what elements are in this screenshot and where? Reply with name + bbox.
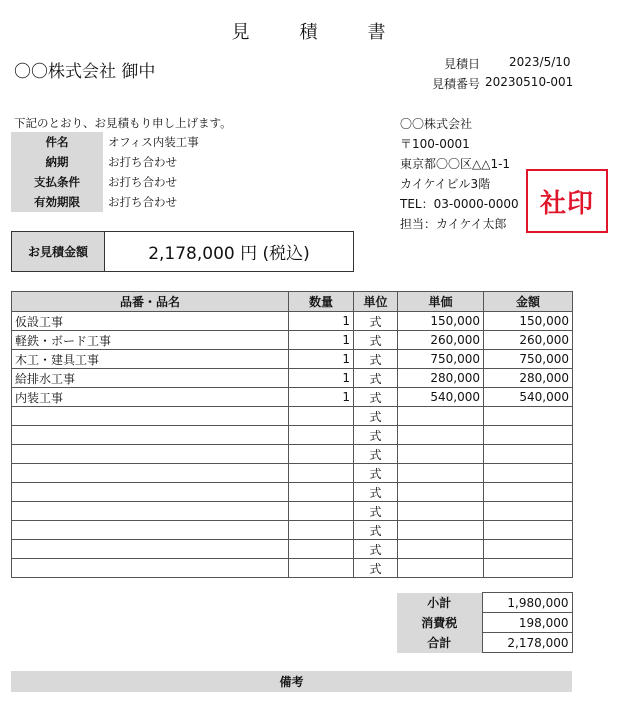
company-address: 東京都〇〇区△△1-1 — [400, 157, 511, 171]
summary-table — [397, 592, 573, 653]
info-table — [11, 132, 199, 212]
item-amount — [484, 502, 573, 521]
item-name — [12, 483, 289, 502]
item-qty — [289, 464, 354, 483]
item-name — [12, 426, 289, 445]
grand-total-label: 合計 — [397, 633, 482, 653]
company-tel: TEL：03-0000-0000 — [400, 197, 519, 211]
item-unit: 式 — [354, 407, 398, 426]
summary-row — [397, 633, 572, 653]
item-qty — [289, 540, 354, 559]
item-qty — [289, 521, 354, 540]
summary-row — [397, 593, 572, 613]
table-row — [12, 426, 573, 445]
item-amount: 260,000 — [484, 331, 573, 350]
total-amount-value: 2,178,000 円 (税込) — [148, 244, 310, 264]
item-amount: 750,000 — [484, 350, 573, 369]
item-name: 内装工事 — [12, 388, 289, 407]
item-qty — [289, 407, 354, 426]
item-price — [398, 540, 484, 559]
header-unit-price: 単価 — [398, 292, 484, 312]
items-table — [11, 291, 573, 578]
company-name: 〇〇株式会社 — [400, 117, 473, 131]
info-label: 支払条件 — [11, 172, 103, 192]
number-label: 見積番号 — [431, 77, 480, 91]
info-value: お打ち合わせ — [108, 175, 177, 189]
item-name — [12, 445, 289, 464]
company-postal: 〒100-0001 — [400, 137, 470, 151]
table-row — [12, 521, 573, 540]
item-amount — [484, 559, 573, 578]
table-row — [12, 445, 573, 464]
item-amount — [484, 540, 573, 559]
item-unit: 式 — [354, 540, 398, 559]
item-unit: 式 — [354, 331, 398, 350]
item-unit: 式 — [354, 350, 398, 369]
table-row — [12, 464, 573, 483]
item-unit: 式 — [354, 521, 398, 540]
table-row — [12, 559, 573, 578]
header-amount: 金額 — [484, 292, 573, 312]
item-unit: 式 — [354, 559, 398, 578]
item-qty — [289, 426, 354, 445]
item-price: 260,000 — [398, 331, 484, 350]
item-unit: 式 — [354, 369, 398, 388]
item-amount: 150,000 — [484, 312, 573, 331]
item-name — [12, 559, 289, 578]
table-row — [12, 540, 573, 559]
header-unit: 単位 — [354, 292, 398, 312]
item-amount — [484, 445, 573, 464]
item-amount — [484, 483, 573, 502]
subtotal-value: 1,980,000 — [482, 593, 572, 613]
item-amount: 540,000 — [484, 388, 573, 407]
info-row — [11, 132, 199, 152]
item-unit: 式 — [354, 426, 398, 445]
item-qty: 1 — [289, 331, 354, 350]
item-price: 150,000 — [398, 312, 484, 331]
item-price — [398, 464, 484, 483]
info-row — [11, 152, 199, 172]
company-seal-stamp: 社印 — [526, 169, 608, 233]
item-amount — [484, 464, 573, 483]
item-price — [398, 426, 484, 445]
item-price: 280,000 — [398, 369, 484, 388]
item-price: 540,000 — [398, 388, 484, 407]
item-price: 750,000 — [398, 350, 484, 369]
item-name: 仮設工事 — [12, 312, 289, 331]
item-qty: 1 — [289, 312, 354, 331]
summary-row — [397, 613, 572, 633]
item-amount — [484, 521, 573, 540]
item-qty: 1 — [289, 350, 354, 369]
info-row — [11, 192, 199, 212]
info-value: お打ち合わせ — [108, 195, 177, 209]
tax-label: 消費税 — [397, 613, 482, 633]
item-name — [12, 521, 289, 540]
item-amount — [484, 407, 573, 426]
subtotal-label: 小計 — [397, 593, 482, 613]
item-unit: 式 — [354, 312, 398, 331]
info-value: お打ち合わせ — [108, 155, 177, 169]
item-unit: 式 — [354, 464, 398, 483]
item-qty — [289, 483, 354, 502]
table-row — [12, 312, 573, 331]
item-price — [398, 407, 484, 426]
item-unit: 式 — [354, 388, 398, 407]
table-row — [12, 483, 573, 502]
intro-text: 下記のとおり、お見積もり申し上げます。 — [14, 116, 232, 130]
item-name — [12, 407, 289, 426]
date-label: 見積日 — [443, 57, 480, 71]
table-row — [12, 331, 573, 350]
info-value: オフィス内装工事 — [108, 135, 199, 149]
item-price — [398, 445, 484, 464]
total-amount-box — [11, 231, 354, 272]
item-qty: 1 — [289, 369, 354, 388]
item-name: 軽鉄・ボード工事 — [12, 331, 289, 350]
item-amount — [484, 426, 573, 445]
tax-value: 198,000 — [482, 613, 572, 633]
info-label: 件名 — [11, 132, 103, 152]
total-amount-label: お見積金額 — [12, 232, 105, 271]
item-price — [398, 502, 484, 521]
item-qty: 1 — [289, 388, 354, 407]
number-value: 20230510-001 — [485, 75, 574, 89]
remarks-header: 備考 — [11, 671, 572, 692]
item-unit: 式 — [354, 445, 398, 464]
table-row — [12, 502, 573, 521]
item-unit: 式 — [354, 502, 398, 521]
items-header-row — [12, 292, 573, 312]
grand-total-value: 2,178,000 — [482, 633, 572, 653]
info-row — [11, 172, 199, 192]
info-label: 納期 — [11, 152, 103, 172]
table-row — [12, 388, 573, 407]
item-price — [398, 521, 484, 540]
item-unit: 式 — [354, 483, 398, 502]
table-row — [12, 407, 573, 426]
company-building: カイケイビル3階 — [400, 177, 491, 191]
item-price — [398, 559, 484, 578]
item-price — [398, 483, 484, 502]
company-person: 担当：カイケイ太郎 — [400, 217, 507, 231]
item-qty — [289, 502, 354, 521]
header-item-name: 品番・品名 — [12, 292, 289, 312]
table-row — [12, 369, 573, 388]
header-qty: 数量 — [289, 292, 354, 312]
item-name: 木工・建具工事 — [12, 350, 289, 369]
item-name: 給排水工事 — [12, 369, 289, 388]
item-amount: 280,000 — [484, 369, 573, 388]
item-qty — [289, 559, 354, 578]
item-name — [12, 540, 289, 559]
item-name — [12, 502, 289, 521]
table-row — [12, 350, 573, 369]
item-name — [12, 464, 289, 483]
info-label: 有効期限 — [11, 192, 103, 212]
date-value: 2023/5/10 — [509, 55, 571, 69]
document-title: 見 積 書 — [231, 22, 402, 43]
item-qty — [289, 445, 354, 464]
client-name: 〇〇株式会社 御中 — [14, 62, 156, 82]
